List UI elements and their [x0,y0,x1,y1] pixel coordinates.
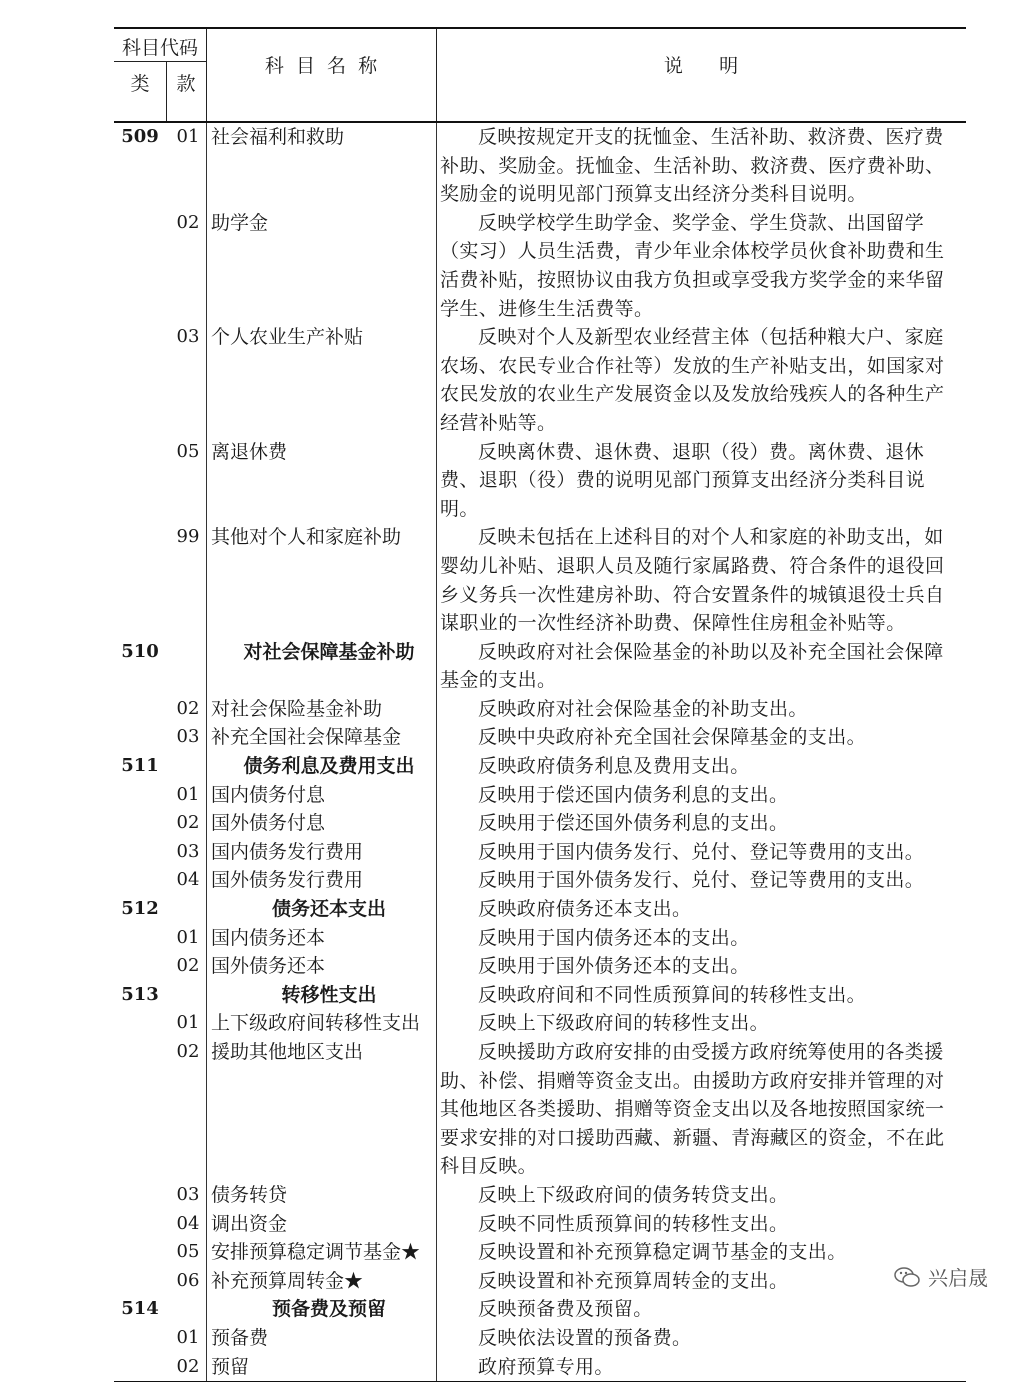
row-kuan-code: 06 [176,1269,200,1291]
header-name: 科 目 名 称 [264,55,378,77]
row-subject-name: 对社会保险基金补助 [211,697,383,720]
row-kuan-code: 02 [176,1041,200,1062]
row-subject-name: 补充全国社会保障基金 [211,726,402,749]
table-row [114,1210,966,1239]
row-kuan-code: 03 [176,1183,200,1205]
table-row [114,838,966,867]
watermark-text: 兴启晟 [928,1266,988,1290]
table-row [114,438,966,524]
row-description: 反映用于国外债务还本的支出。 [478,955,750,978]
header-desc: 说 明 [663,55,739,77]
table-row-category [114,895,966,924]
table-row [114,123,966,209]
table-row-category [114,638,966,695]
row-description: 反映预备费及预留。 [478,1298,653,1321]
row-lei-code: 514 [121,1298,159,1320]
row-kuan-code: 05 [176,440,200,462]
row-subject-name: 国内债务还本 [211,926,326,949]
row-kuan-code: 01 [176,1326,200,1348]
row-kuan-code: 99 [176,526,200,548]
row-lei-code: 512 [121,898,159,920]
table-row [114,1353,966,1382]
header-lei: 类 [130,73,150,95]
budget-subject-table [114,0,966,1382]
table-row-category [114,752,966,781]
row-kuan-code: 01 [176,126,200,147]
row-description: 反映离休费、退休费、退职（役）费。离休费、退休费、退职（役）费的说明见部门预算支出经济分类科目说明。 [440,440,926,520]
row-subject-name: 转移性支出 [281,983,377,1006]
row-subject-name: 国内债务付息 [211,783,326,806]
row-subject-name: 其他对个人和家庭补助 [211,526,402,549]
row-subject-name: 补充预算周转金★ [211,1269,364,1292]
row-subject-name: 国外债务还本 [211,955,326,978]
row-description: 反映设置和补充预算周转金的支出。 [478,1269,789,1292]
row-subject-name: 上下级政府间转移性支出 [211,1012,421,1035]
row-kuan-code: 03 [176,840,200,862]
table-row [114,1181,966,1210]
row-subject-name: 对社会保障基金补助 [243,640,415,663]
watermark [894,1262,988,1291]
table-row [114,809,966,838]
table-row [114,924,966,953]
row-description: 反映按规定开支的抚恤金、生活补助、救济费、医疗费补助、奖励金。抚恤金、生活补助、救济费、医疗费补助、奖励金的说明见部门预算支出经济分类科目说明。 [440,126,945,206]
row-kuan-code: 05 [176,1241,200,1263]
row-subject-name: 国外债务发行费用 [211,869,364,892]
row-subject-name: 离退休费 [211,440,288,463]
row-kuan-code: 02 [176,812,200,834]
table-row [114,866,966,895]
row-description: 反映政府债务还本支出。 [478,898,692,921]
table-row-category [114,981,966,1010]
table-row [114,209,966,323]
row-description: 反映用于偿还国外债务利息的支出。 [478,812,789,835]
row-subject-name: 安排预算稳定调节基金★ [211,1241,421,1264]
row-kuan-code: 02 [176,1355,200,1377]
row-subject-name: 援助其他地区支出 [211,1041,364,1063]
table-row [114,523,966,637]
row-subject-name: 助学金 [211,211,269,234]
table-row [114,723,966,752]
row-lei-code: 510 [121,640,159,662]
table-row [114,952,966,981]
row-description: 反映用于国外债务发行、兑付、登记等费用的支出。 [478,869,925,892]
row-lei-code: 513 [121,983,159,1005]
row-subject-name: 个人农业生产补贴 [211,326,364,349]
row-kuan-code: 03 [176,726,200,748]
table-row [114,323,966,437]
row-description: 反映设置和补充预算稳定调节基金的支出。 [478,1241,847,1264]
row-kuan-code: 03 [176,326,200,348]
row-kuan-code: 01 [176,926,200,948]
row-subject-name: 社会福利和救助 [211,126,345,148]
table-row [114,695,966,724]
row-kuan-code: 01 [176,1012,200,1034]
row-description: 反映中央政府补充全国社会保障基金的支出。 [478,726,867,749]
table-row [114,1324,966,1353]
row-description: 反映未包括在上述科目的对个人和家庭的补助支出，如婴幼儿补贴、退职人员及随行家属路费、符合条件的退役回乡义务兵一次性建房补助、符合安置条件的城镇退役士兵自谋职业的一次性经济补助费、保障性住房租金补贴等。 [440,526,945,635]
row-subject-name: 国内债务发行费用 [211,840,364,863]
row-lei-code: 509 [121,126,159,147]
table-row [114,781,966,810]
row-subject-name: 调出资金 [211,1212,288,1235]
row-description: 反映上下级政府间的债务转贷支出。 [478,1183,789,1206]
row-description: 反映用于偿还国内债务利息的支出。 [478,783,789,806]
table-header [114,27,966,123]
table-row-category [114,1295,966,1324]
row-description: 反映不同性质预算间的转移性支出。 [478,1212,789,1235]
row-kuan-code: 02 [176,211,200,233]
row-description: 反映上下级政府间的转移性支出。 [478,1012,770,1035]
row-description: 反映政府对社会保险基金的补助以及补充全国社会保障基金的支出。 [440,640,944,692]
row-description: 反映援助方政府安排的由受援方政府统筹使用的各类援助、补偿、捐赠等资金支出。由援助方政府安排并管理的对其他地区各类援助、捐赠等资金支出以及各地按照国家统一要求安排的对口援助西藏、新疆、青海藏区的资金，不在此科目反映。 [440,1041,945,1178]
row-description: 反映政府债务利息及费用支出。 [478,755,750,778]
row-description: 反映对个人及新型农业经营主体（包括种粮大户、家庭农场、农民专业合作社等）发放的生产补贴支出，如国家对农民发放的农业生产发展资金以及发放给残疾人的各种生产经营补贴等。 [440,326,945,434]
row-description: 反映用于国内债务发行、兑付、登记等费用的支出。 [478,840,925,863]
row-description: 反映用于国内债务还本的支出。 [478,926,750,949]
row-kuan-code: 04 [176,869,200,891]
row-description: 反映政府间和不同性质预算间的转移性支出。 [478,983,867,1006]
row-subject-name: 国外债务付息 [211,812,326,835]
wechat-icon [894,1266,920,1288]
header-kuan: 款 [176,73,196,95]
row-subject-name: 预备费 [211,1326,269,1349]
row-subject-name: 债务利息及费用支出 [243,755,415,778]
row-description: 政府预算专用。 [478,1355,614,1378]
row-kuan-code: 02 [176,697,200,719]
row-subject-name: 债务转贷 [211,1183,288,1206]
row-kuan-code: 04 [176,1212,200,1234]
row-subject-name: 预备费及预留 [271,1298,386,1321]
table-body [114,123,966,1381]
row-kuan-code: 01 [176,783,200,805]
row-description: 反映学校学生助学金、奖学金、学生贷款、出国留学（实习）人员生活费，青少年业余体校学员伙食补助费和生活费补贴，按照协议由我方负担或享受我方奖学金的来华留学生、进修生生活费等。 [440,211,945,320]
row-kuan-code: 02 [176,955,200,977]
table-row [114,1267,966,1296]
table-row [114,1038,966,1181]
row-description: 反映依法设置的预备费。 [478,1326,692,1349]
row-description: 反映政府对社会保险基金的补助支出。 [478,697,808,720]
row-subject-name: 债务还本支出 [271,898,386,921]
table-row [114,1238,966,1267]
row-lei-code: 511 [121,755,159,777]
table-row [114,1009,966,1038]
row-subject-name: 预留 [211,1355,250,1378]
header-code: 科目代码 [121,37,198,59]
